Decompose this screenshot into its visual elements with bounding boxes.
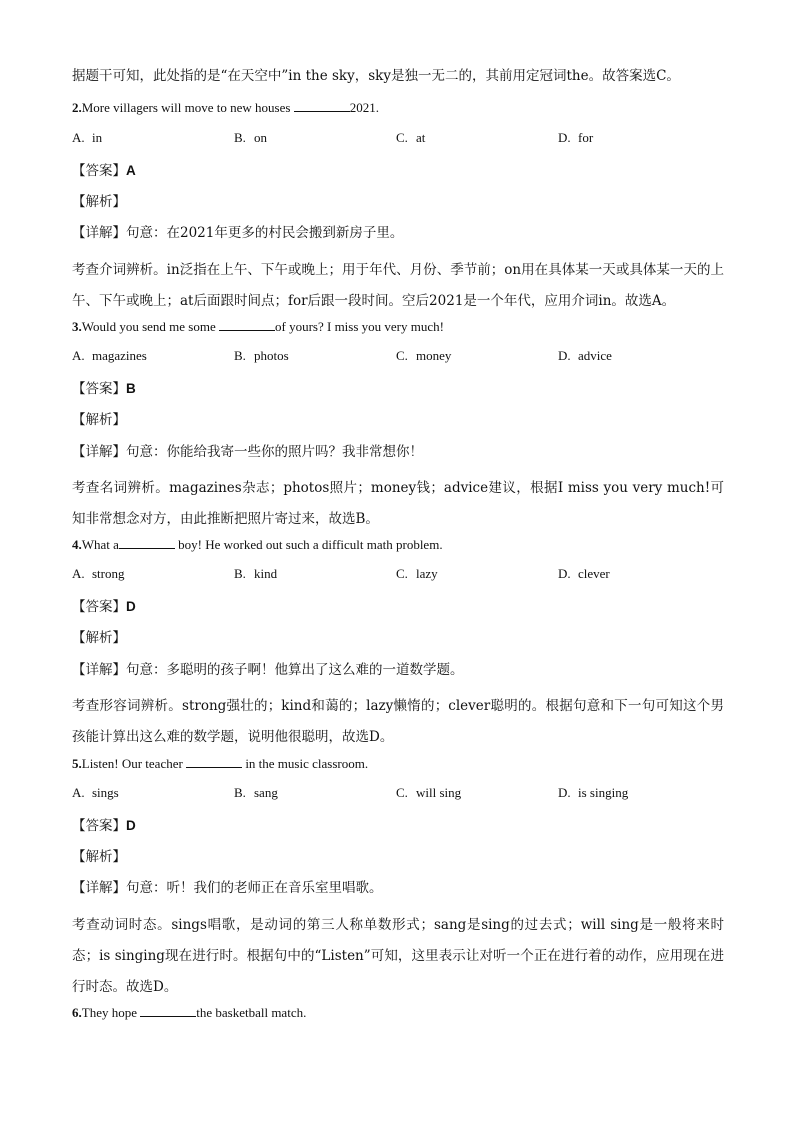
question-4-options: [72, 566, 732, 586]
option-d: D. advice: [558, 348, 612, 363]
answer-line: 【答案】B: [72, 381, 136, 397]
option-b: B. sang: [234, 785, 278, 800]
answer-line: 【答案】D: [72, 818, 136, 834]
option-a: A. magazines: [72, 348, 147, 363]
option-d: D. for: [558, 130, 594, 145]
analysis-label: 【解析】: [72, 412, 126, 428]
explanation-text: 考查动词时态。sings唱歌，是动词的第三人称单数形式；sang是sing的过去式；will sing是一般将来时态；is singing现在进行时。根据句中的“Listen”可知，这里表示让对听一个正在进行着的动作，应用现在进行时态。故选D。: [72, 917, 724, 995]
answer-line: 【答案】D: [72, 599, 136, 615]
answer-line: 【答案】A: [72, 163, 136, 179]
question-2-options: [72, 130, 732, 150]
explanation-text: 考查名词辨析。magazines杂志；photos照片；money钱；advice建议，根据I miss you very much!可知非常想念对方，由此推断把照片寄过来，故选B。: [72, 480, 724, 527]
analysis-label: 【解析】: [72, 630, 126, 646]
answer-blank: [140, 1004, 196, 1017]
detail-line: 【详解】句意：在2021年更多的村民会搬到新房子里。: [72, 225, 404, 241]
question-3-stem: 3.Would you send me some of yours? I miss you very much!: [72, 319, 444, 334]
option-b: B. kind: [234, 566, 278, 581]
question-number: 5.: [72, 756, 82, 771]
option-c: C. money: [396, 348, 452, 363]
stem-text: More villagers will move to new houses: [81, 100, 294, 115]
question-number: 2.: [72, 100, 82, 115]
question-2-stem: [72, 98, 379, 118]
question-3-options: [72, 348, 732, 368]
option-d: D. clever: [558, 566, 610, 581]
question-number: 4.: [72, 537, 82, 552]
explanation-text: 考查形容词辨析。strong强壮的；kind和蔼的；lazy懒惰的；clever聪明的。根据句意和下一句可知这个男孩能计算出这么难的数学题，说明他很聪明，故选D。: [72, 698, 724, 745]
analysis-label: 【解析】: [72, 849, 126, 865]
option-b: B. on: [234, 130, 267, 145]
question-5-stem: 5.Listen! Our teacher in the music classroom.: [72, 756, 369, 771]
answer-blank: [119, 536, 175, 549]
question-5-options: [72, 785, 732, 805]
option-c: C. at: [396, 130, 426, 145]
analysis-label: 【解析】: [72, 194, 126, 210]
option-b: B. photos: [234, 348, 289, 363]
stem-text: 2021.: [349, 100, 379, 115]
option-a: A. sings: [72, 785, 119, 800]
question-4-stem: 4.What a boy! He worked out such a difficult math problem.: [72, 537, 443, 552]
intro-text: 据题干可知，此处指的是“在天空中”in the sky，sky是独一无二的，其前用定冠词the。故答案选C。: [72, 68, 680, 84]
answer-blank: [294, 99, 350, 112]
detail-line: 【详解】句意：你能给我寄一些你的照片吗？我非常想你！: [72, 444, 423, 460]
question-number: 6.: [72, 1005, 82, 1020]
option-c: C. lazy: [396, 566, 438, 581]
option-d: D. is singing: [558, 785, 629, 800]
question-6-stem: 6.They hope the basketball match.: [72, 1005, 307, 1020]
answer-blank: [186, 755, 242, 768]
option-c: C. will sing: [396, 785, 462, 800]
explanation-text: 考查介词辨析。in泛指在上午、下午或晚上；用于年代、月份、季节前；on用在具体某一天或具体某一天的上午、下午或晚上；at后面跟时间点；for后跟一段时间。空后2021是一个年代，应用介词in。故选A。: [72, 262, 724, 309]
answer-blank: [219, 318, 275, 331]
option-a: A. strong: [72, 566, 125, 581]
detail-line: 【详解】句意：听！我们的老师正在音乐室里唱歌。: [72, 880, 383, 896]
detail-line: 【详解】句意：多聪明的孩子啊！他算出了这么难的一道数学题。: [72, 662, 464, 678]
option-a: A. in: [72, 130, 103, 145]
question-number: 3.: [72, 319, 82, 334]
